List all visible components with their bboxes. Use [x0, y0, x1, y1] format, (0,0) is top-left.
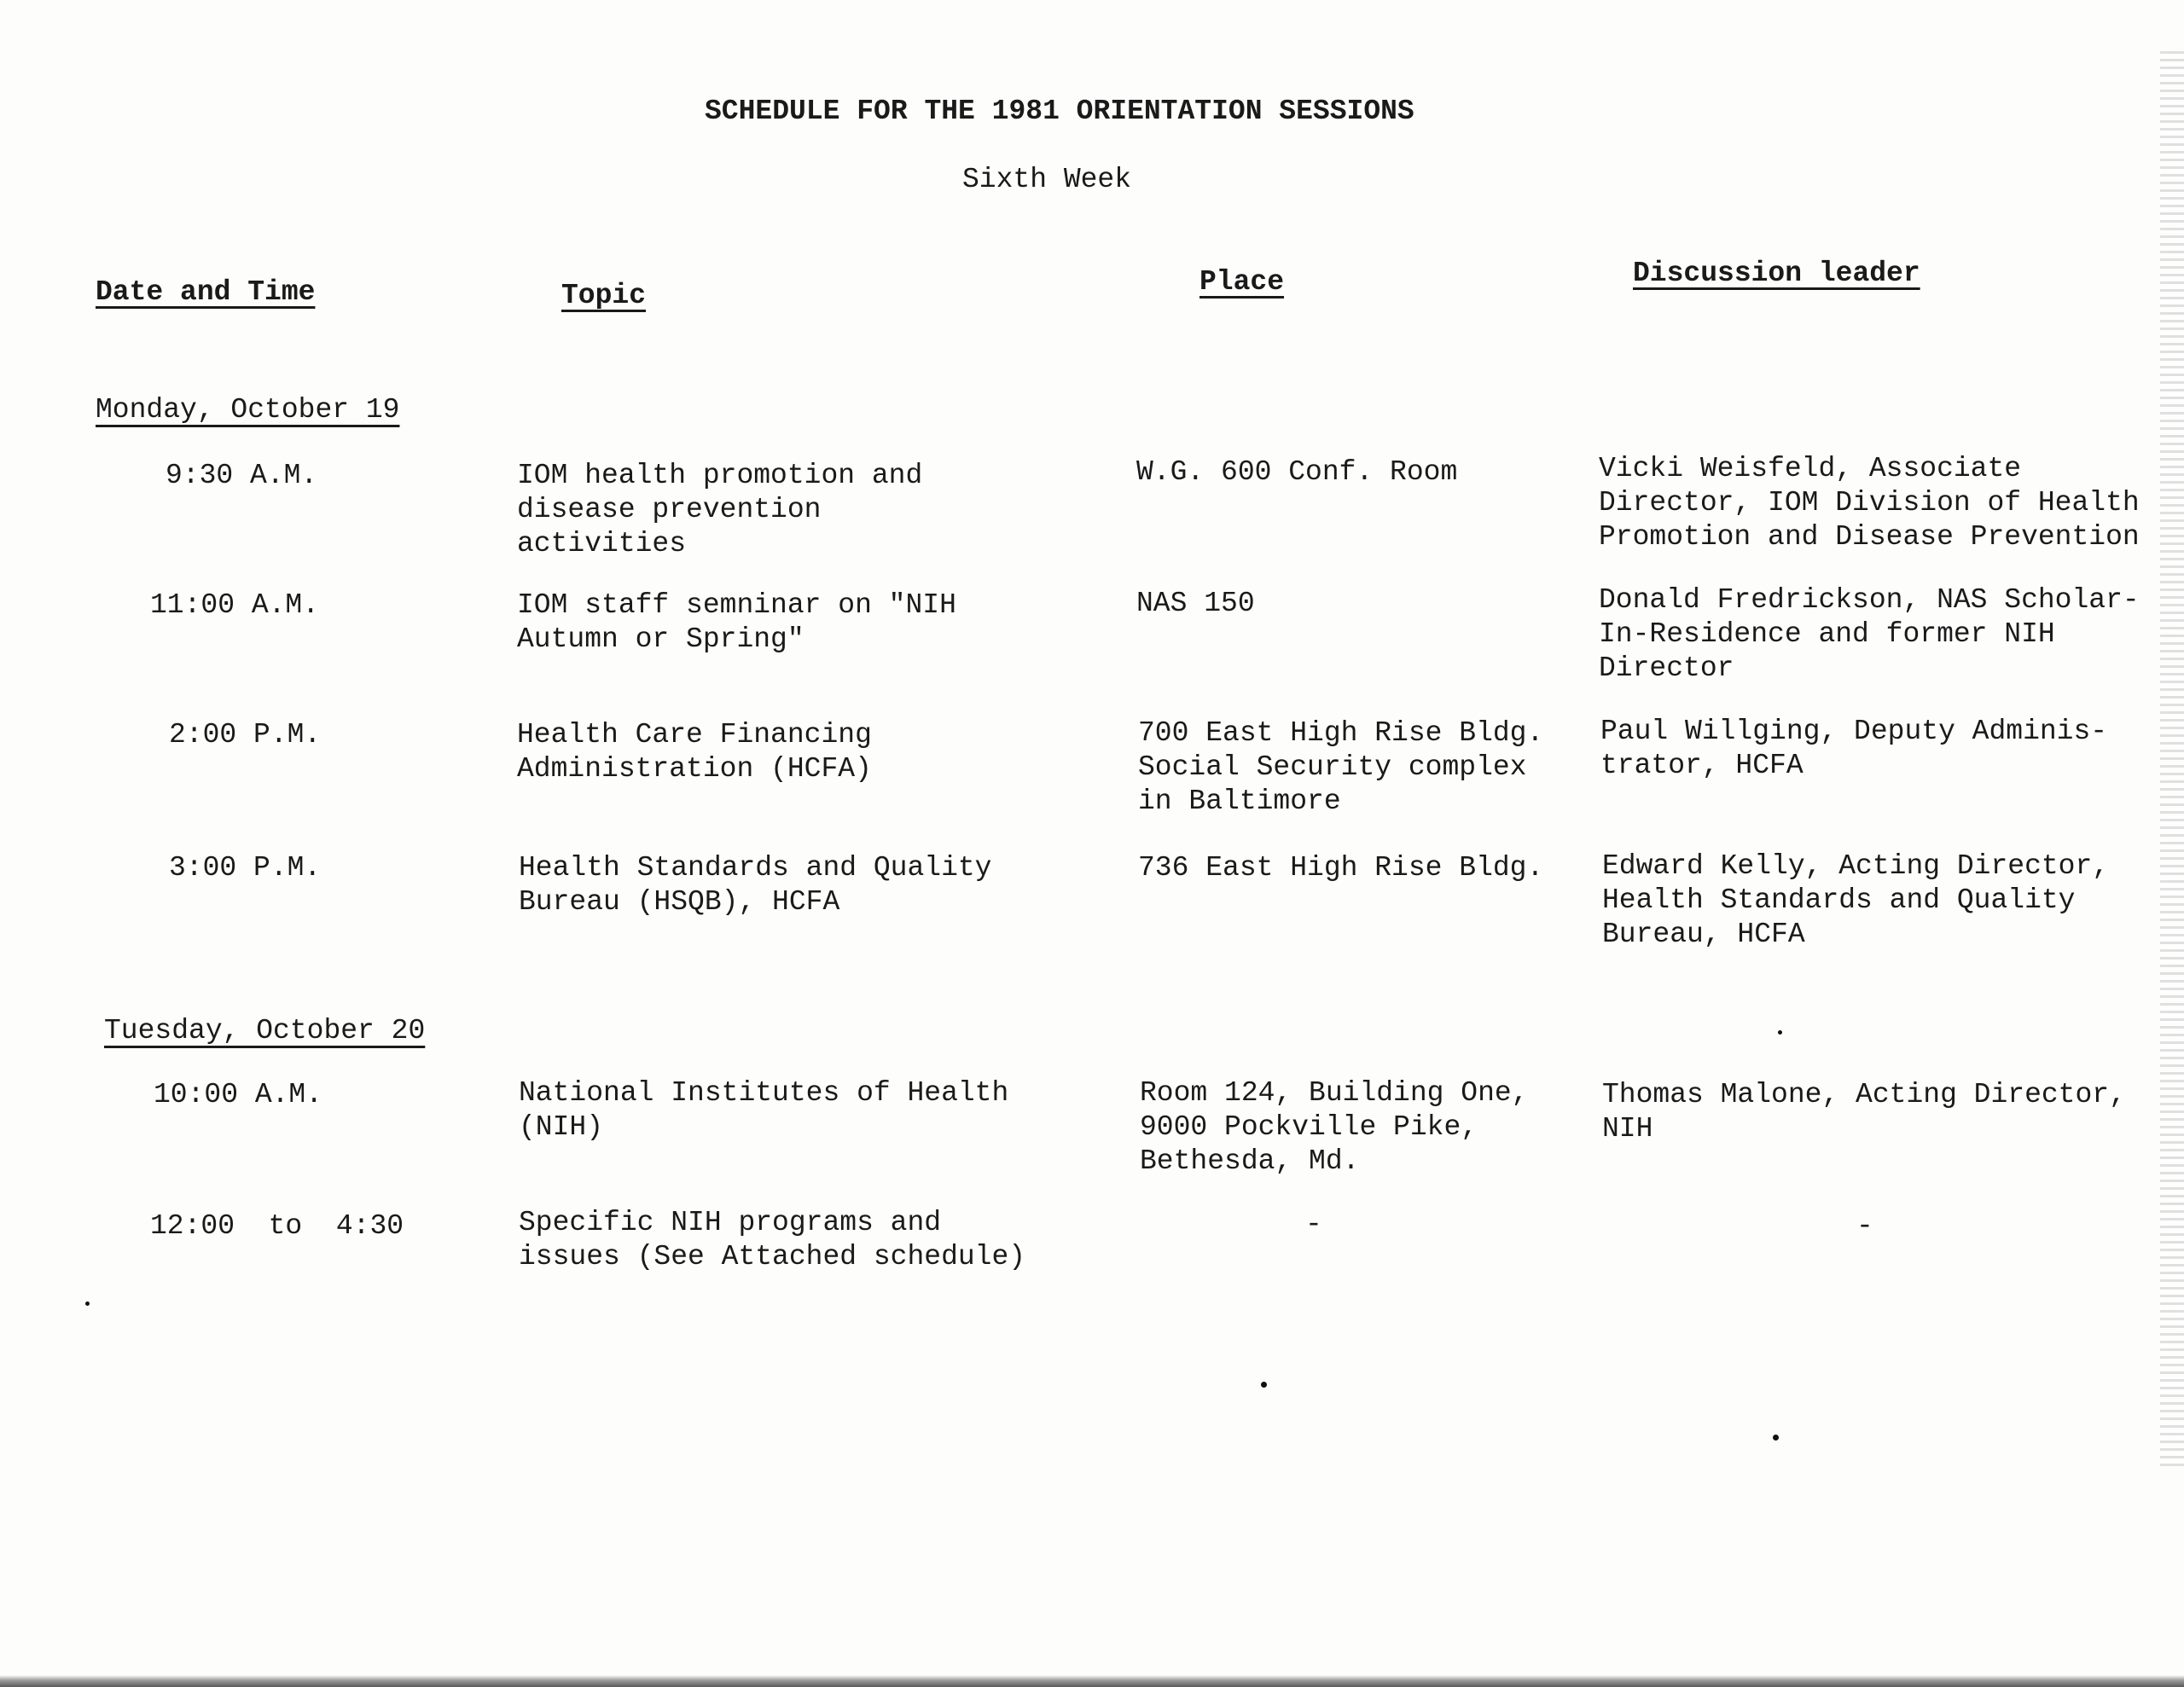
column-header-discussion-leader: Discussion leader — [1633, 258, 1920, 289]
session-topic: Health Standards and Quality Bureau (HSQB), HCFA — [519, 852, 992, 918]
session-time: 11:00 A.M. — [150, 589, 320, 621]
column-header-topic: Topic — [561, 280, 647, 311]
session-topic: Specific NIH programs and issues (See Attached schedule) — [519, 1207, 1026, 1272]
session-leader: Vicki Weisfeld, Associate Director, IOM Division of Health Promotion and Disease Prevention — [1599, 453, 2140, 553]
session-topic: IOM staff semninar on "NIH Autumn or Spring" — [517, 589, 956, 655]
scan-edge-bottom — [0, 1675, 2184, 1687]
session-time: 12:00 to 4:30 — [150, 1210, 404, 1242]
scan-edge-right — [2160, 51, 2184, 1467]
session-place: 700 East High Rise Bldg. Social Security complex in Baltimore — [1138, 717, 1544, 817]
session-leader: Paul Willging, Deputy Adminis- trator, HCFA — [1600, 716, 2108, 781]
day-heading-tuesday: Tuesday, October 20 — [104, 1015, 426, 1046]
session-time: 9:30 A.M. — [166, 460, 318, 491]
session-place: W.G. 600 Conf. Room — [1136, 456, 1458, 488]
scan-speck — [1778, 1030, 1782, 1035]
column-header-date-time: Date and Time — [96, 276, 316, 308]
session-time: 3:00 P.M. — [169, 852, 322, 884]
session-topic: National Institutes of Health (NIH) — [519, 1077, 1009, 1143]
scan-speck — [1261, 1382, 1267, 1388]
session-time: 2:00 P.M. — [169, 719, 322, 751]
session-leader: Edward Kelly, Acting Director, Health Standards and Quality Bureau, HCFA — [1602, 850, 2110, 950]
session-place-empty: - — [1305, 1209, 1322, 1240]
document-title: SCHEDULE FOR THE 1981 ORIENTATION SESSIONS — [705, 96, 1414, 127]
day-heading-monday: Monday, October 19 — [96, 394, 400, 426]
session-time: 10:00 A.M. — [154, 1079, 323, 1110]
session-place: NAS 150 — [1136, 588, 1255, 619]
document-subtitle: Sixth Week — [962, 164, 1132, 195]
session-topic: Health Care Financing Administration (HCFA) — [517, 719, 872, 785]
session-leader: Donald Fredrickson, NAS Scholar- In-Residence and former NIH Director — [1599, 584, 2140, 684]
session-place: Room 124, Building One, 9000 Pockville Pike, Bethesda, Md. — [1140, 1077, 1529, 1177]
scan-speck — [85, 1301, 90, 1306]
column-header-place: Place — [1199, 266, 1285, 298]
scan-speck — [1773, 1435, 1779, 1441]
session-leader: Thomas Malone, Acting Director, NIH — [1602, 1079, 2126, 1145]
session-leader-empty: - — [1856, 1210, 1873, 1242]
session-topic: IOM health promotion and disease prevention activities — [517, 460, 923, 559]
session-place: 736 East High Rise Bldg. — [1138, 852, 1544, 884]
